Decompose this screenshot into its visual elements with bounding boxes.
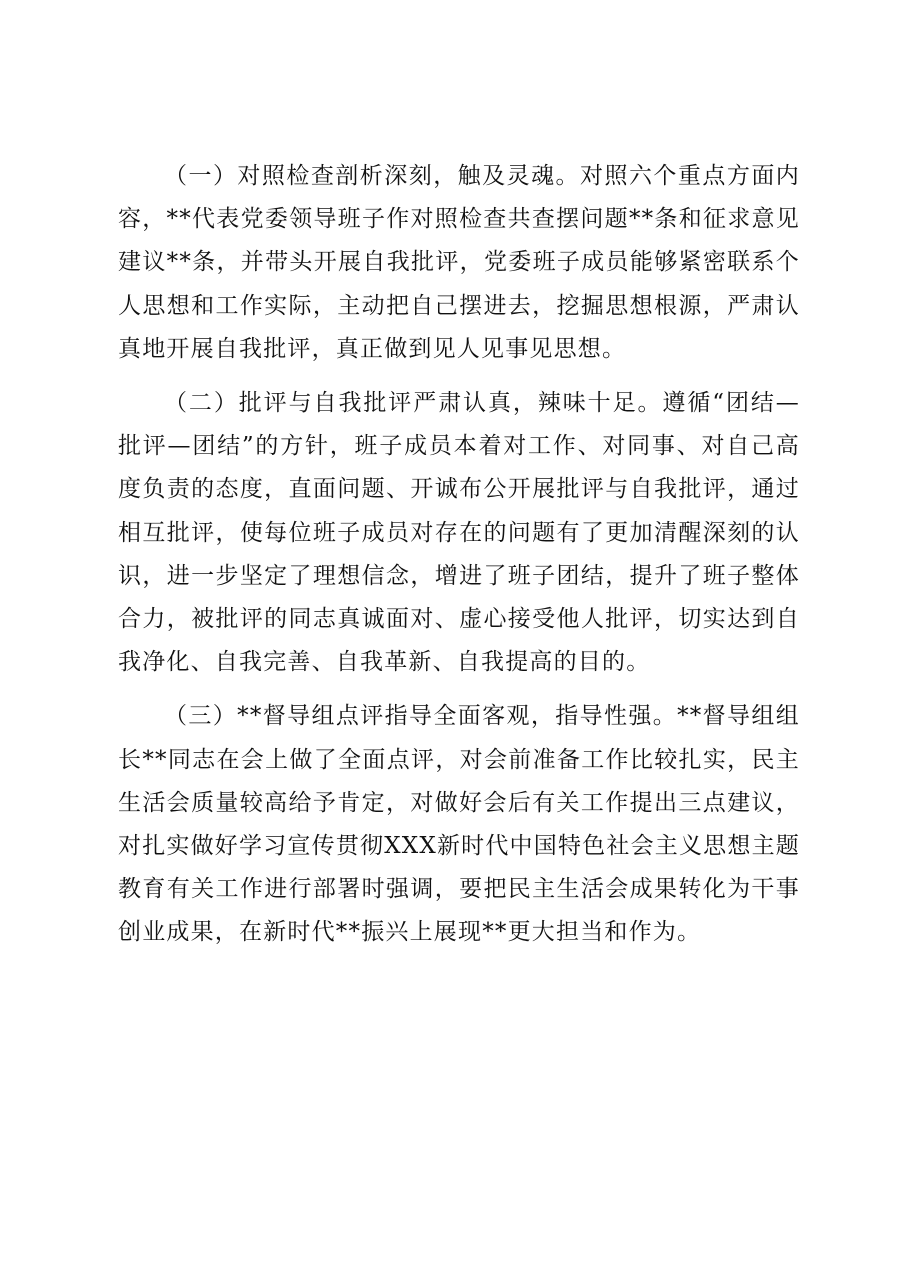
document-body — [118, 155, 800, 966]
paragraph-1: （一）对照检查剖析深刻，触及灵魂。对照六个重点方面内容，**代表党委领导班子作对照检查共查摆问题**条和征求意见建议**条，并带头开展自我批评，党委班子成员能够紧密联系个人思想和工作实际，主动把自己摆进去，挖掘思想根源，严肃认真地开展自我批评，真正做到见人见事见思想。 — [118, 163, 800, 362]
paragraph-3: （三）**督导组点评指导全面客观，指导性强。**督导组组长**同志在会上做了全面点评，对会前准备工作比较扎实，民主生活会质量较高给予肯定，对做好会后有关工作提出三点建议，对扎实做好学习宣传贯彻XXX新时代中国特色社会主义思想主题教育有关工作进行部署时强调，要把民主生活会成果转化为干事创业成果，在新时代**振兴上展现**更大担当和作为。 — [118, 703, 800, 946]
paragraph-2: （二）批评与自我批评严肃认真，辣味十足。遵循“团结—批评—团结”的方针，班子成员本着对工作、对同事、对自己高度负责的态度，直面问题、开诚布公开展批评与自我批评，通过相互批评，使每位班子成员对存在的问题有了更加清醒深刻的认识，进一步坚定了理想信念，增进了班子团结，提升了班子整体合力，被批评的同志真诚面对、虚心接受他人批评，切实达到自我净化、自我完善、自我革新、自我提高的目的。 — [118, 390, 800, 676]
